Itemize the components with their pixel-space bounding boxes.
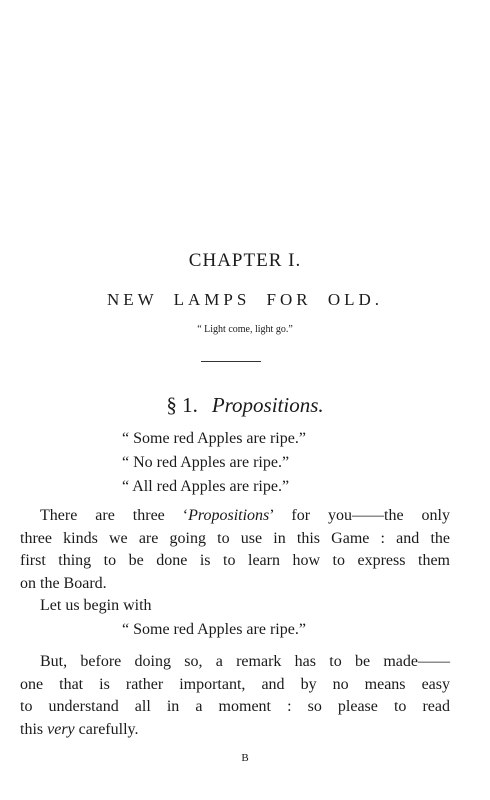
paragraph-3-emphasis: very — [47, 720, 75, 738]
paragraph-3-line-2: one that is rather important, and by no means easy — [20, 675, 450, 693]
paragraph-3-text-b: carefully. — [74, 720, 139, 738]
paragraph-1 — [20, 505, 450, 595]
signature-mark: B — [241, 752, 249, 764]
chapter-subtitle: NEW LAMPS FOR OLD. — [106, 290, 384, 309]
paragraph-3 — [20, 651, 450, 741]
paragraph-1-line-2: three kinds we are going to use in this Game : and the — [20, 529, 450, 547]
chapter-epigraph: “ Light come, light go.” — [197, 324, 293, 335]
paragraph-1-text-b: ’ for you——the only — [269, 507, 450, 524]
paragraph-2 — [20, 595, 450, 618]
example-proposition-2: “ No red Apples are ripe.” — [122, 454, 290, 471]
section-title: Propositions. — [211, 393, 324, 417]
paragraph-3-line-3: to understand all in a moment : so please to read — [20, 698, 450, 715]
example-proposition-3: “ All red Apples are ripe.” — [122, 478, 290, 495]
section-heading — [0, 393, 490, 418]
paragraph-2-line-1: Let us begin with — [40, 597, 152, 614]
paragraph-1-line-1 — [20, 505, 450, 528]
paragraph-1-line-3: first thing to be done is to learn how to express them — [20, 552, 450, 569]
paragraph-1-text-a: There are three ‘ — [40, 507, 189, 524]
paragraph-3-text-a: this — [20, 720, 48, 738]
chapter-title: CHAPTER I. — [188, 250, 302, 271]
paragraph-3-line-1: But, before doing so, a remark has to be made—— — [40, 653, 450, 670]
paragraph-1-emphasis: Propositions — [188, 507, 270, 524]
section-number: § 1. — [166, 393, 198, 417]
paragraph-3-line-4 — [20, 719, 450, 742]
paragraph-1-line-4: on the Board. — [20, 574, 107, 592]
section-divider — [201, 361, 261, 362]
example-proposition-repeat: “ Some red Apples are ripe.” — [122, 621, 306, 638]
example-proposition-1: “ Some red Apples are ripe.” — [122, 430, 306, 447]
